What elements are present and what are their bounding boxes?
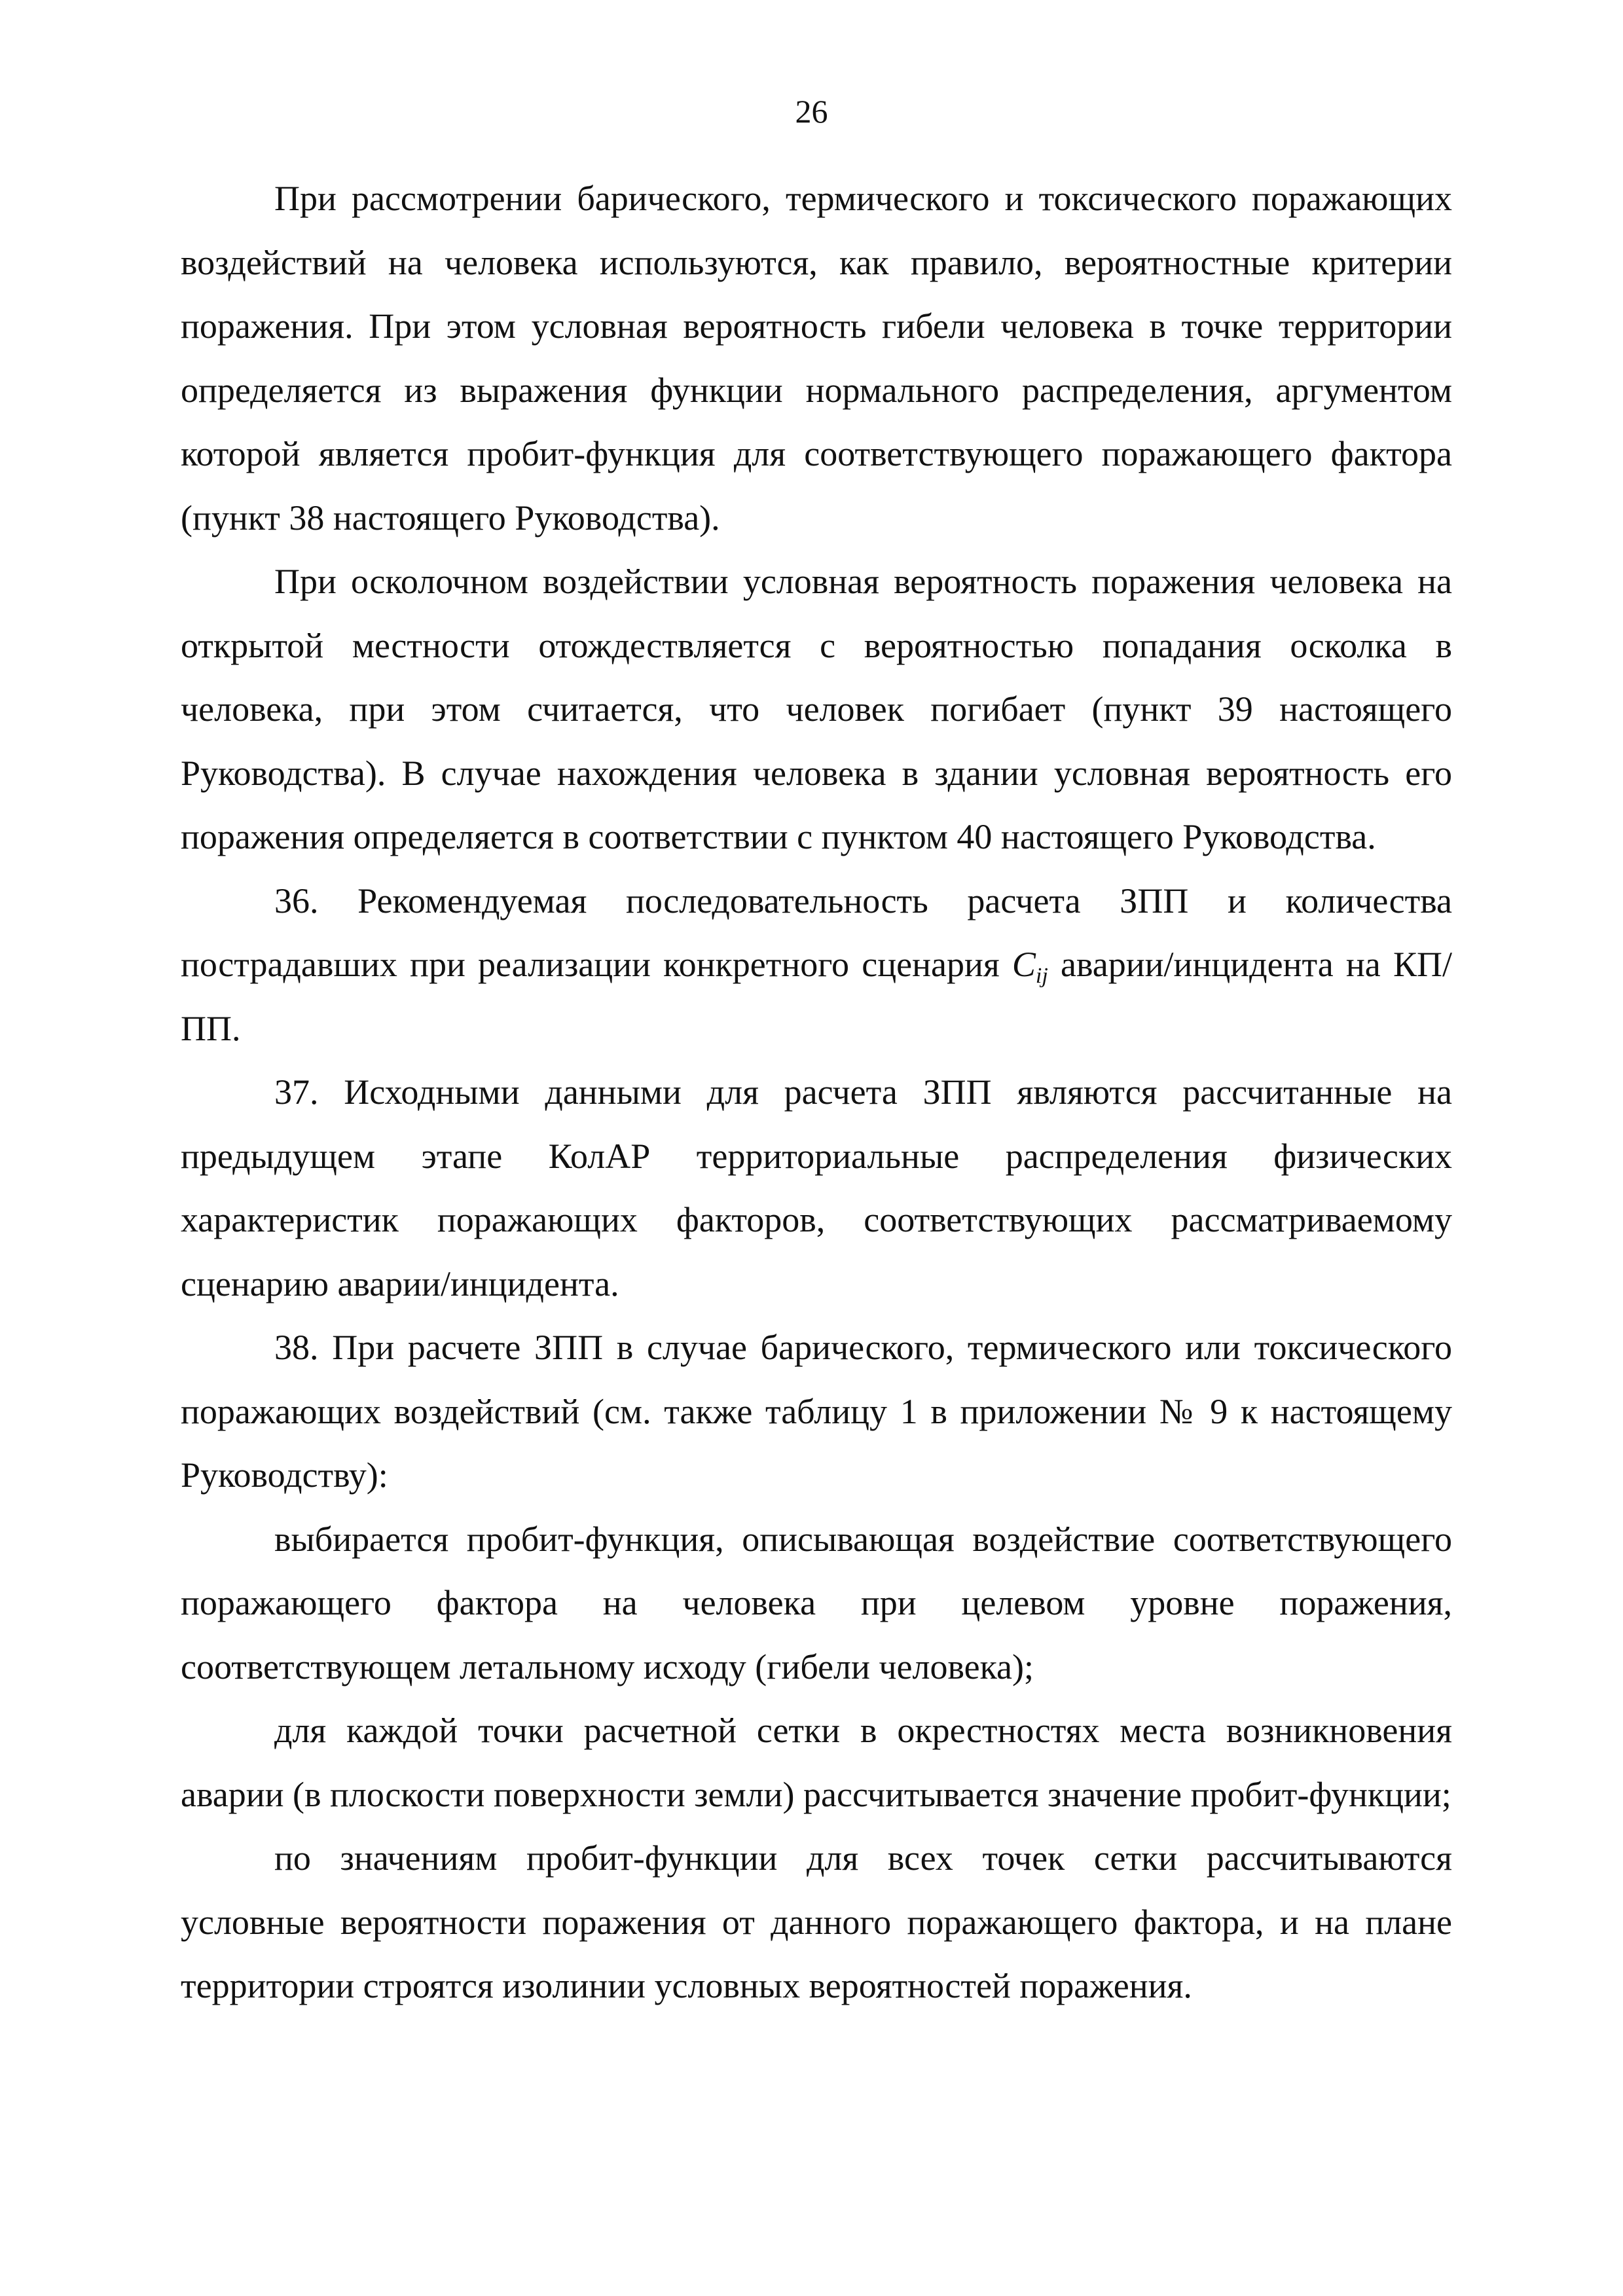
item-36-text-start: 36. Рекомендуемая последовательность расчета ЗПП и количества пострадавших при реализации конкретного сценария (181, 881, 1452, 984)
paragraph-step-select-probit: выбирается пробит-функция, описывающая воздействие соответствующего поражающего фактора на человека при целевом уровне поражения, соответствующем летальному исходу (гибели человека); (181, 1519, 1452, 1686)
paragraph-fragment-impact: При осколочном воздействии условная вероятность поражения человека на открытой местности отождествляется с вероятностью попадания осколка в человека, при этом считается, что человек погибает (пункт 39 настоящего Руководства). В случае нахождения человека в здании условная вероятность его поражения определяется в соответствии с пунктом 40 настоящего Руководства. (181, 562, 1452, 856)
document-body (181, 167, 1452, 2018)
item-36-text-end: аварии/инцидента на КП/ПП. (181, 945, 1452, 1048)
paragraph-probit-criteria: При рассмотрении барического, термического и токсического поражающих воздействий на человека используются, как правило, вероятностные критерии поражения. При этом условная вероятность гибели человека в точке территории определяется из выражения функции нормального распределения, аргументом которой является пробит-функция для соответствующего поражающего фактора (пункт 38 настоящего Руководства). (181, 179, 1452, 538)
paragraph-item-36 (181, 869, 1452, 1061)
paragraph-item-38: 38. При расчете ЗПП в случае барического, термического или токсического поражающих воздействий (см. также таблицу 1 в приложении № 9 к настоящему Руководству): (181, 1328, 1452, 1495)
paragraph-step-calc-grid: для каждой точки расчетной сетки в окрестностях места возникновения аварии (в плоскости поверхности земли) рассчитывается значение пробит-функции; (181, 1711, 1452, 1814)
page-number: 26 (795, 93, 828, 130)
paragraph-step-isolines: по значениям пробит-функции для всех точек сетки рассчитываются условные вероятности поражения от данного поражающего фактора, и на плане территории строятся изолинии условных вероятностей поражения. (181, 1838, 1452, 2005)
scenario-symbol (1012, 945, 1048, 988)
scenario-symbol-letter: C (1012, 945, 1036, 984)
paragraph-item-37: 37. Исходными данными для расчета ЗПП являются рассчитанные на предыдущем этапе КолАР территориальные распределения физических характеристик поражающих факторов, соответствующих рассматриваемому сценарию аварии/инцидента. (181, 1072, 1452, 1303)
scenario-symbol-subscript: ij (1035, 964, 1048, 988)
